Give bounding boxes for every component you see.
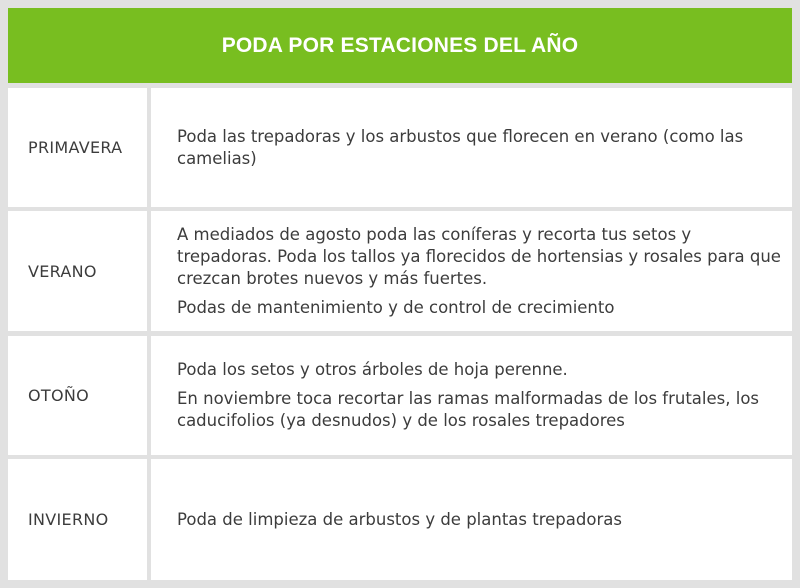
season-description <box>151 211 792 331</box>
season-description <box>151 459 792 580</box>
table-row <box>8 336 792 455</box>
season-label: VERANO <box>8 211 147 331</box>
table-row <box>8 88 792 207</box>
season-label: PRIMAVERA <box>8 88 147 207</box>
description-line: En noviembre toca recortar las ramas malformadas de los frutales, los caducifolios (ya desnudos) y de los rosales trepadores <box>177 389 760 430</box>
season-label: INVIERNO <box>8 459 147 580</box>
season-label: OTOÑO <box>8 336 147 455</box>
description-line: Poda las trepadoras y los arbustos que florecen en verano (como las camelias) <box>177 126 744 168</box>
description-line: A mediados de agosto poda las coníferas y recorta tus setos y trepadoras. Poda los tallos ya florecidos de hortensias y rosales para que crezcan brotes nuevos y más fuertes. <box>177 224 781 288</box>
table-row <box>8 211 792 331</box>
table-title: PODA POR ESTACIONES DEL AÑO <box>8 8 792 83</box>
description-line: Podas de mantenimiento y de control de crecimiento <box>177 297 615 317</box>
description-line: Poda los setos y otros árboles de hoja perenne. <box>177 360 568 379</box>
pruning-table <box>8 8 792 580</box>
table-row <box>8 459 792 580</box>
season-description <box>151 336 792 455</box>
season-description <box>151 88 792 207</box>
description-line: Poda de limpieza de arbustos y de plantas trepadoras <box>177 509 622 529</box>
